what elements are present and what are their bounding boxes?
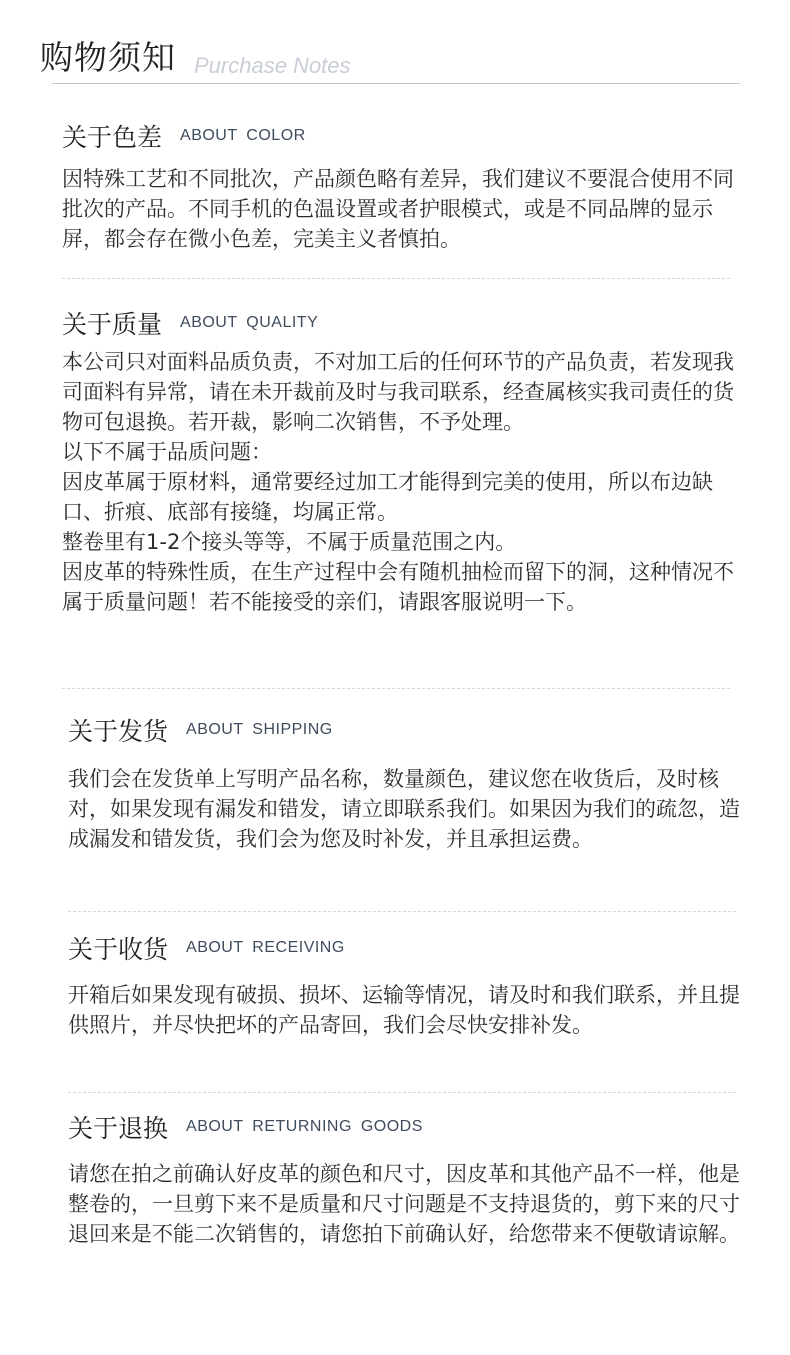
section-title-en: ABOUT SHIPPING bbox=[186, 721, 333, 738]
section-divider bbox=[68, 1092, 736, 1093]
section-color bbox=[62, 118, 742, 254]
page-title: 购物须知 bbox=[40, 38, 176, 77]
section-title: 关于色差 bbox=[62, 123, 163, 152]
section-divider bbox=[62, 278, 730, 279]
section-text: 整卷里有1-2个接头等等，不属于质量范围之内。 bbox=[62, 530, 517, 554]
section-returning bbox=[68, 1109, 748, 1249]
section-receiving bbox=[68, 930, 748, 1040]
section-title-en: ABOUT COLOR bbox=[180, 127, 306, 144]
page-header bbox=[40, 32, 740, 79]
section-heading bbox=[68, 1109, 748, 1149]
section-text: 开箱后如果发现有破损、损坏、运输等情况，请及时和我们联系，并且提供照片，并尽快把坏的产品寄回，我们会尽快安排补发。 bbox=[68, 983, 740, 1037]
section-text: 请您在拍之前确认好皮革的颜色和尺寸，因皮革和其他产品不一样，他是整卷的，一旦剪下来不是质量和尺寸问题是不支持退货的，剪下来的尺寸退回来是不能二次销售的，请您拍下前确认好，给您带来不便敬请谅解。 bbox=[68, 1162, 740, 1246]
section-text: 我们会在发货单上写明产品名称，数量颜色，建议您在收货后，及时核对，如果发现有漏发和错发，请立即联系我们。如果因为我们的疏忽，造成漏发和错发货，我们会为您及时补发，并且承担运费。 bbox=[68, 767, 740, 851]
section-text: 以下不属于品质问题： bbox=[62, 440, 272, 464]
section-heading bbox=[68, 930, 748, 970]
page-subtitle: Purchase Notes bbox=[194, 53, 351, 78]
section-title: 关于退换 bbox=[68, 1114, 169, 1143]
section-shipping bbox=[68, 712, 748, 854]
section-title: 关于发货 bbox=[68, 717, 169, 746]
section-heading bbox=[62, 118, 742, 158]
section-text: 因皮革的特殊性质，在生产过程中会有随机抽检而留下的洞，这种情况不属于质量问题！若不能接受的亲们，请跟客服说明一下。 bbox=[62, 560, 734, 614]
section-title-en: ABOUT RETURNING GOODS bbox=[186, 1118, 423, 1135]
header-divider bbox=[52, 83, 740, 84]
section-text: 因特殊工艺和不同批次，产品颜色略有差异，我们建议不要混合使用不同批次的产品。不同手机的色温设置或者护眼模式，或是不同品牌的显示屏，都会存在微小色差，完美主义者慎拍。 bbox=[62, 167, 734, 251]
section-title-en: ABOUT QUALITY bbox=[180, 314, 319, 331]
section-title: 关于收货 bbox=[68, 935, 169, 964]
section-divider bbox=[62, 688, 730, 689]
section-heading bbox=[62, 305, 742, 345]
section-text: 本公司只对面料品质负责，不对加工后的任何环节的产品负责，若发现我司面料有异常，请在未开裁前及时与我司联系，经查属核实我司责任的货物可包退换。若开裁，影响二次销售，不予处理。 bbox=[62, 350, 734, 434]
section-heading bbox=[68, 712, 748, 752]
section-title-en: ABOUT RECEIVING bbox=[186, 939, 345, 956]
section-quality bbox=[62, 305, 742, 617]
section-title: 关于质量 bbox=[62, 310, 163, 339]
section-divider bbox=[68, 911, 736, 912]
section-text: 因皮革属于原材料，通常要经过加工才能得到完美的使用，所以布边缺口、折痕、底部有接缝，均属正常。 bbox=[62, 470, 713, 524]
